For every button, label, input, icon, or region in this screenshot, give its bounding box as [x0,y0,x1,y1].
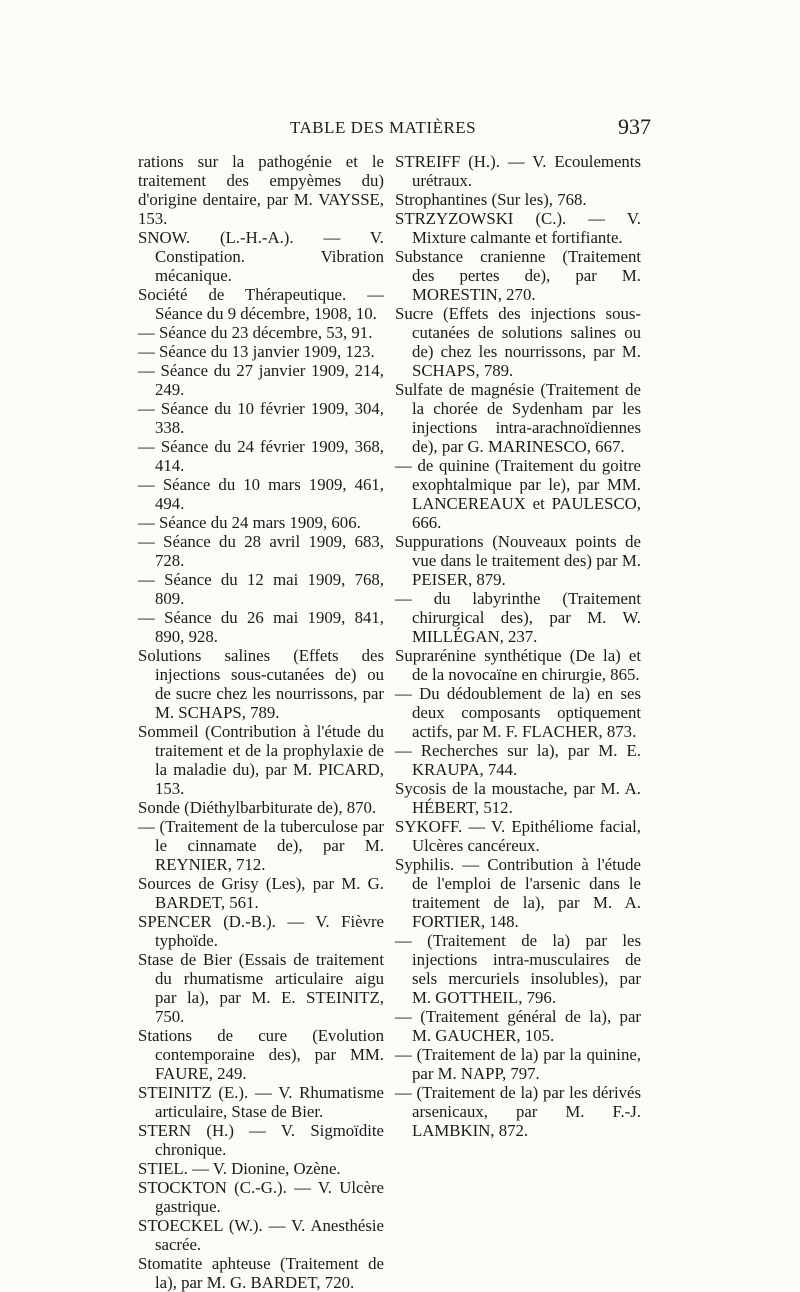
index-entry: Sycosis de la moustache, par M. A. HÉBERT, 512. [395,779,641,817]
index-entry: — du labyrinthe (Traitement chirurgical des), par M. W. MILLÉGAN, 237. [395,589,641,646]
index-entry: Stations de cure (Evolution contemporaine des), par MM. FAURE, 249. [138,1026,384,1083]
index-entry: Suprarénine synthétique (De la) et de la novocaïne en chirurgie, 865. [395,646,641,684]
index-entry: — (Traitement de la tuberculose par le cinnamate de), par M. REYNIER, 712. [138,817,384,874]
index-entry: — Séance du 13 janvier 1909, 123. [138,342,375,361]
running-head-title: TABLE DES MATIÈRES [290,118,477,137]
index-column-right [395,152,641,1140]
index-entry: — Du dédoublement de la) en ses deux composants optiquement actifs, par M. F. FLACHER, 873. [395,684,641,741]
index-entry: STERN (H.) — V. Sigmoïdite chronique. [138,1121,384,1159]
index-entry: Stomatite aphteuse (Traitement de la), par M. G. BARDET, 720. [138,1254,384,1292]
index-entry: — (Traitement de la) par les dérivés arsenicaux, par M. F.-J. LAMBKIN, 872. [395,1083,641,1140]
index-entry: — Séance du 24 février 1909, 368, 414. [138,437,384,475]
index-entry: STOCKTON (C.-G.). — V. Ulcère gastrique. [138,1178,384,1216]
index-entry: Suppurations (Nouveaux points de vue dans le traitement des) par M. PEISER, 879. [395,532,641,589]
index-entry: — (Traitement général de la), par M. GAUCHER, 105. [395,1007,641,1045]
index-entry: — Recherches sur la), par M. E. KRAUPA, 744. [395,741,641,779]
index-entry: — Séance du 24 mars 1909, 606. [138,513,361,532]
index-entry: — Séance du 28 avril 1909, 683, 728. [138,532,384,570]
page-number: 937 [618,114,651,139]
index-entry: STOECKEL (W.). — V. Anesthésie sacrée. [138,1216,384,1254]
index-entry: STRZYZOWSKI (C.). — V. Mixture calmante et fortifiante. [395,209,641,247]
index-entry: Syphilis. — Contribution à l'étude de l'emploi de l'arsenic dans le traitement de la), par M. A. FORTIER, 148. [395,855,641,931]
index-entry: Société de Thérapeutique. — Séance du 9 décembre, 1908, 10. [138,285,384,323]
index-entry: Sucre (Effets des injections sous-cutanées de solutions salines ou de) chez les nourrissons, par M. SCHAPS, 789. [395,304,641,380]
index-column-left [138,152,384,1292]
index-entry: — Séance du 10 février 1909, 304, 338. [138,399,384,437]
index-entry: — (Traitement de la) par les injections intra-musculaires de sels mercuriels insolubles), par M. GOTTHEIL, 796. [395,931,641,1007]
index-entry: Stase de Bier (Essais de traitement du rhumatisme articulaire aigu par la), par M. E. STEINITZ, 750. [138,950,384,1026]
index-entry: SPENCER (D.-B.). — V. Fièvre typhoïde. [138,912,384,950]
index-entry: — Séance du 23 décembre, 53, 91. [138,323,373,342]
index-entry: — Séance du 12 mai 1909, 768, 809. [138,570,384,608]
index-entry: STREIFF (H.). — V. Ecoulements urétraux. [395,152,641,190]
index-entry: Sulfate de magnésie (Traitement de la chorée de Sydenham par les injections intra-arachnoïdiennes de), par G. MARINESCO, 667. [395,380,641,456]
index-entry: — Séance du 26 mai 1909, 841, 890, 928. [138,608,384,646]
index-entry: — Séance du 27 janvier 1909, 214, 249. [138,361,384,399]
index-entry: — Séance du 10 mars 1909, 461, 494. [138,475,384,513]
index-entry: Sources de Grisy (Les), par M. G. BARDET, 561. [138,874,384,912]
index-entry: — (Traitement de la) par la quinine, par M. NAPP, 797. [395,1045,641,1083]
index-entry: SNOW. (L.-H.-A.). — V. Constipation. Vibration mécanique. [138,228,384,285]
index-entry: Substance cranienne (Traitement des pertes de), par M. MORESTIN, 270. [395,247,641,304]
index-entry: STEINITZ (E.). — V. Rhumatisme articulaire, Stase de Bier. [138,1083,384,1121]
index-entry: — de quinine (Traitement du goitre exophtalmique par le), par MM. LANCEREAUX et PAULESCO, 666. [395,456,641,532]
index-entry: Sommeil (Contribution à l'étude du traitement et de la prophylaxie de la maladie du), par M. PICARD, 153. [138,722,384,798]
index-entry: Solutions salines (Effets des injections sous-cutanées de) ou de sucre chez les nourrissons, par M. SCHAPS, 789. [138,646,384,722]
index-entry: rations sur la pathogénie et le traitement des empyèmes du) d'origine dentaire, par M. VAYSSE, 153. [138,152,384,228]
index-entry: Strophantines (Sur les), 768. [395,190,587,209]
index-entry: SYKOFF. — V. Epithéliome facial, Ulcères cancéreux. [395,817,641,855]
index-entry: Sonde (Diéthylbarbiturate de), 870. [138,798,377,817]
index-entry: STIEL. — V. Dionine, Ozène. [138,1159,341,1178]
